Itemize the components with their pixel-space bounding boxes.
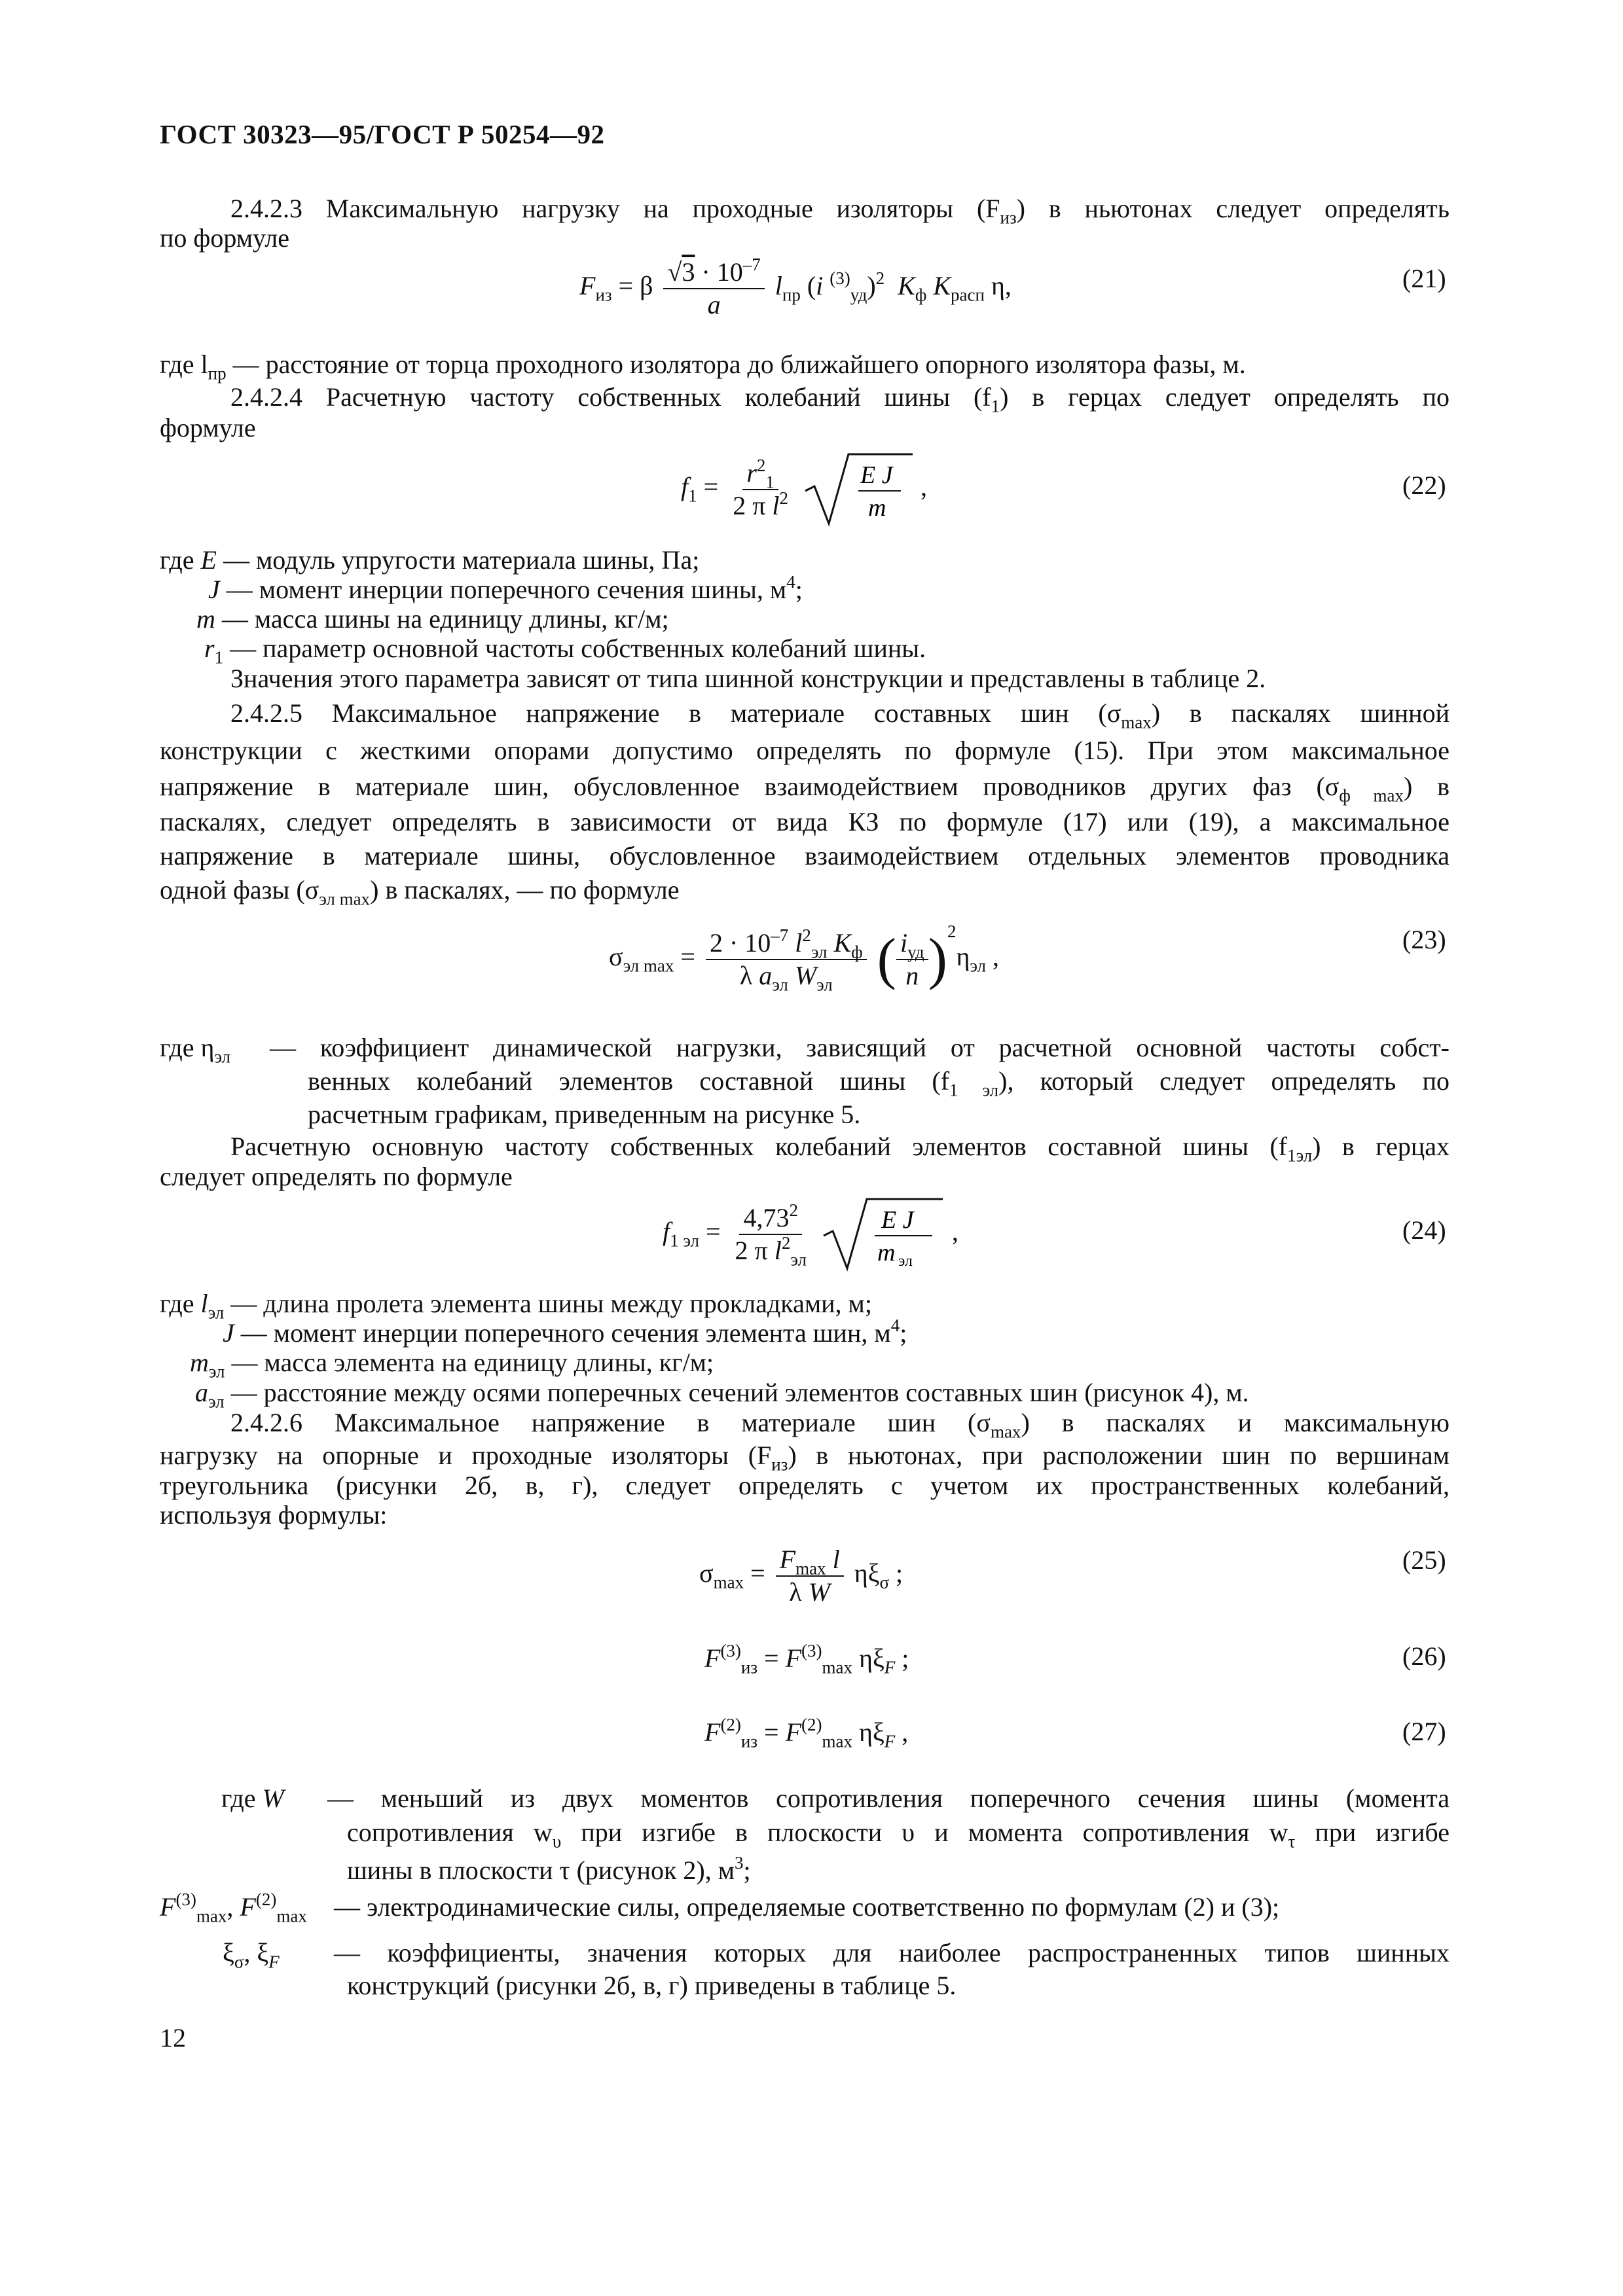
definition-W-line1: — меньший из двух моментов сопротивления поперечного сечения шины (момента <box>327 1784 1450 1813</box>
definition-r1: $r_1$ — параметр основной частоты собственных колебаний шины. <box>204 634 926 668</box>
sqrt-22-icon <box>803 450 914 529</box>
definition-lel: где $l_{эл}$ — длина пролета элемента шины между прокладками, м; <box>160 1289 872 1323</box>
paragraph-2424-line1: 2.4.2.4 Расчетную частоту собственных колебаний шины $(f_1)$ в герцах следует определять по <box>230 382 1450 416</box>
paragraph-2426-line4: используя формулы: <box>160 1500 388 1530</box>
definition-mel: $m_{эл}$ — масса элемента на единицу длины, кг/м; <box>190 1348 714 1382</box>
paragraph-2424-line2: формуле <box>160 413 256 442</box>
definition-m: m — масса шины на единицу длины, кг/м; <box>196 604 669 634</box>
formula-23: $\sigma_{эл max}$ = $\frac{2 \cdot 10^{-7} l^2_{эл} K_ф}{\lambda a_{эл} W_{эл}}$ ( $\frac{i_{уд}}{n}$ )$^2\eta_{эл}$ , <box>609 922 999 995</box>
definition-xi-line2: конструкций (рисунки 2б, в, г) приведены в таблице 5. <box>347 1971 957 2000</box>
paragraph-2423-line2: по формуле <box>160 223 289 253</box>
equation-number-26: (26) <box>1402 1641 1446 1671</box>
paragraph-2425-line4: паскалях, следует определять в зависимости от вида КЗ по формуле (17) или (19), а максимальное <box>160 807 1450 836</box>
paragraph-2425-line5: напряжение в материале шины, обусловленное взаимодействием отдельных элементов проводника <box>160 841 1450 870</box>
svg-text:эл: эл <box>898 1253 913 1270</box>
paragraph-f1el-line2: следует определять по формуле <box>160 1162 513 1191</box>
table2-note: Значения этого параметра зависят от типа шинной конструкции и представлены в таблице 2. <box>230 664 1266 693</box>
paragraph-2426-line1: 2.4.2.6 Максимальное напряжение в материале шин $(\sigma_{max})$ в паскалях и максимальную <box>230 1408 1450 1442</box>
formula-25: $\sigma_{max}$ = $\frac{F_{max} l}{\text{λ W}}$ $\eta\xi_\sigma$ ; <box>699 1545 903 1607</box>
formula-21: $F_{из} = \beta$ $\frac{√3 \cdot 10^{-7}}{a}$ $l_{пр}$ (i $^{(3)}_{уд}$)$^2$ $K_ф$ $K_{расп}$ η, <box>579 254 1012 319</box>
definition-W-label: где W <box>221 1784 284 1813</box>
paragraph-2425-line3: напряжение в материале шин, обусловленное взаимодействием проводников других фаз $(\sigma_{ф max})$ в <box>160 772 1450 806</box>
definition-ael: $a_{эл}$ — расстояние между осями поперечных сечений элементов составных шин (рисунок 4), м. <box>195 1378 1249 1412</box>
definition-J: J — момент инерции поперечного сечения шины, $м^4$; <box>208 571 803 604</box>
paragraph-2425-line1: 2.4.2.5 Максимальное напряжение в материале составных шин $(\sigma_{max})$ в паскалях шинной <box>230 698 1450 732</box>
definition-eta-line1: — коэффициент динамической нагрузки, зависящий от расчетной основной частоты собст- <box>270 1033 1450 1062</box>
definition-F-line1: — электродинамические силы, определяемые соответственно по формулам (2) и (3); <box>334 1892 1280 1922</box>
definition-Jel: J — момент инерции поперечного сечения элемента шин, $м^4$; <box>223 1315 907 1348</box>
paragraph-2426-line3: треугольника (рисунки 2б, в, г), следует определять с учетом их пространственных колебаний, <box>160 1471 1450 1500</box>
definition-eta-line2: венных колебаний элементов составной шины $(f_{1 эл})$, который следует определять по <box>308 1066 1450 1100</box>
formula-27: $F^{(2)}_{из} = F^{(2)}_{max}$ $\eta\xi_F$ , <box>704 1714 909 1751</box>
svg-text:E J: E J <box>860 461 893 489</box>
definition-xi-label: $\xi_\sigma$, $\xi_F$ <box>223 1938 280 1972</box>
paragraph-f1el-line1: Расчетную основную частоту собственных колебаний элементов составной шины $(f_{1эл})$ в герцах <box>230 1132 1450 1166</box>
definition-W-line2: сопротивления $w_\upsilon$ при изгибе в плоскости υ и момента сопротивления $w_\tau$ при изгибе <box>347 1818 1450 1852</box>
equation-number-24: (24) <box>1402 1215 1446 1245</box>
definition-F-label: $F^{(3)}_{max}$, $F^{(2)}_{max}$ <box>160 1889 307 1926</box>
svg-text:m: m <box>868 494 886 522</box>
formula-22: $f_1$ = $\frac{r^2_1}{2 \pi l^2}$ E J m , <box>681 450 927 529</box>
paragraph-2423-line1: 2.4.2.3 Максимальную нагрузку на проходные изоляторы $(F_{из})$ в ньютонах следует определять <box>230 194 1450 228</box>
paragraph-2425-line6: одной фазы $(\sigma_{эл max})$ в паскалях, — по формуле <box>160 875 680 909</box>
formula-24: $f_{1 эл}$ = $\frac{4,73^2}{2 \pi l^2_{эл}}$ E J m эл , <box>663 1195 958 1274</box>
equation-number-25: (25) <box>1402 1545 1446 1575</box>
formula-26: $F^{(3)}_{из} = F^{(3)}_{max}$ $\eta\xi_F$ ; <box>704 1640 909 1677</box>
paragraph-2425-line2: конструкции с жесткими опорами допустимо определять по формуле (15). При этом максимальное <box>160 736 1450 765</box>
svg-text:E J: E J <box>881 1206 914 1234</box>
definition-xi-line1: — коэффициенты, значения которых для наиболее распространенных типов шинных <box>334 1938 1450 1967</box>
equation-number-22: (22) <box>1402 471 1446 500</box>
paragraph-2426-line2: нагрузку на опорные и проходные изоляторы $(F_{из})$ в ньютонах, при расположении шин по вершинам <box>160 1441 1450 1475</box>
equation-number-21: (21) <box>1402 264 1446 293</box>
definition-E: где E — модуль упругости материала шины, Па; <box>160 545 700 575</box>
equation-number-27: (27) <box>1402 1717 1446 1746</box>
definition-eta-label: где $\eta_{эл}$ <box>160 1033 231 1067</box>
definition-W-line3: шины в плоскости τ (рисунок 2), $м^3$; <box>347 1852 751 1885</box>
svg-text:m: m <box>877 1239 896 1266</box>
page-number: 12 <box>160 2023 186 2053</box>
definition-eta-line3: расчетным графикам, приведенным на рисунке 5. <box>308 1100 861 1129</box>
definition-lpr: где $l_{пр}$ — расстояние от торца проходного изолятора до ближайшего опорного изолятора фазы, м. <box>160 350 1246 384</box>
document-header: ГОСТ 30323—95/ГОСТ Р 50254—92 <box>160 119 605 149</box>
equation-number-23: (23) <box>1402 925 1446 954</box>
sqrt-24-icon <box>821 1195 945 1274</box>
